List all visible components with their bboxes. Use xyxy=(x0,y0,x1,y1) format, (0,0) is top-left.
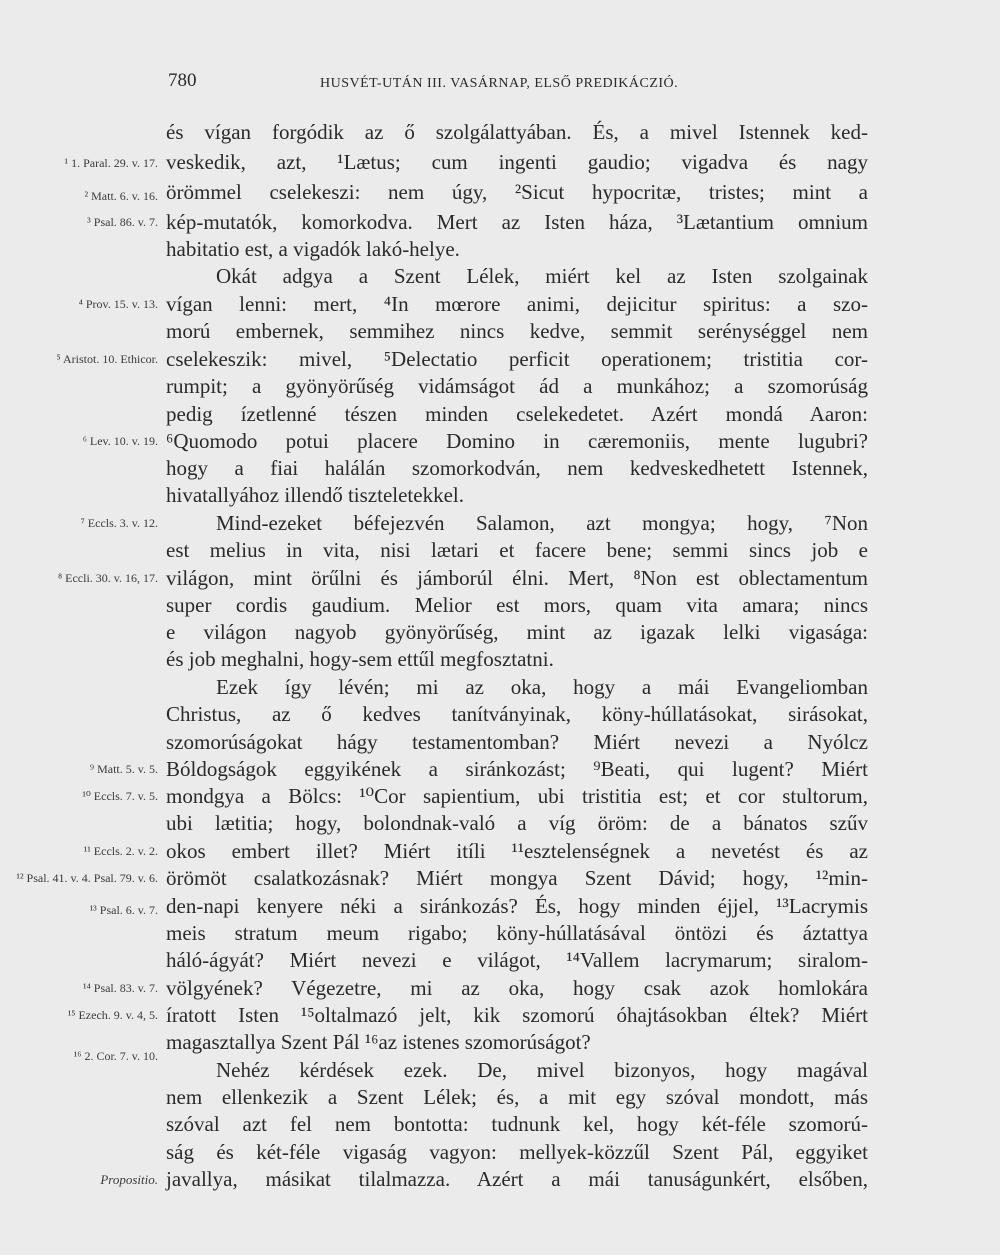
margin-notes xyxy=(0,0,166,1255)
text-line: e világon nagyob gyönyörűség, mint az igazak lelki vigasága: xyxy=(166,620,868,644)
text-line: szóval azt fel nem bontotta: tudnunk kel, hogy két-féle szomorú- xyxy=(166,1112,868,1136)
margin-note: ⁸ Eccli. 30. v. 16, 17. xyxy=(57,571,158,585)
margin-note: ¹² Psal. 41. v. 4. Psal. 79. v. 6. xyxy=(16,871,158,885)
text-line: íratott Isten ¹⁵oltalmazó jelt, kik szomorú óhajtásokban éltek? Miért xyxy=(166,1003,868,1027)
text-line: hogy a fiai halálán szomorkodván, nem kedveskedhetett Istennek, xyxy=(166,456,868,480)
margin-note: ¹⁴ Psal. 83. v. 7. xyxy=(82,981,158,995)
text-line: ság és két-féle vigaság vagyon: mellyek-közzűl Szent Pál, eggyiket xyxy=(166,1140,868,1164)
text-line: javallya, másikat tilalmazza. Azért a mái tanuságunkért, elsőben, xyxy=(166,1167,868,1191)
text-line: Ezek így lévén; mi az oka, hogy a mái Evangeliomban xyxy=(216,675,868,699)
margin-note-propositio: Propositio. xyxy=(100,1172,158,1187)
margin-note: ⁷ Eccls. 3. v. 12. xyxy=(80,516,158,530)
text-line: mondgya a Bölcs: ¹⁰Cor sapientium, ubi tristitia est; et cor stultorum, xyxy=(166,784,868,808)
text-line: háló-ágyát? Miért nevezi e világot, ¹⁴Vallem lacrymarum; siralom- xyxy=(166,948,868,972)
text-line: örömöt csalatkozásnak? Miért mongya Szent Dávid; hogy, ¹²min- xyxy=(166,866,868,890)
text-line: völgyének? Végezetre, mi az oka, hogy csak azok homlokára xyxy=(166,976,868,1000)
margin-note: ⁵ Aristot. 10. Ethicor. xyxy=(56,352,158,366)
text-line: veskedik, azt, ¹Lætus; cum ingenti gaudio; vigadva és nagy xyxy=(166,150,868,174)
margin-note: ⁴ Prov. 15. v. 13. xyxy=(78,297,158,311)
text-line: ⁶Quomodo potui placere Domino in cæremoniis, mente lugubri? xyxy=(166,429,868,453)
margin-note: ¹⁵ Ezech. 9. v. 4, 5. xyxy=(67,1008,158,1022)
page-number: 780 xyxy=(168,70,197,91)
text-line: rumpit; a gyönyörűség vidámságot ád a munkához; a szomorúság xyxy=(166,374,868,398)
text-line: ubi lætitia; hogy, bolondnak-való a víg öröm: de a bánatos szűv xyxy=(166,811,868,835)
text-line: vígan lenni: mert, ⁴In mœrore animi, dejicitur spiritus: a szo- xyxy=(166,292,868,316)
text-line: Bóldogságok eggyikének a siránkozást; ⁹Beati, qui lugent? Miért xyxy=(166,757,868,781)
margin-note: ¹¹ Eccls. 2. v. 2. xyxy=(83,844,158,858)
margin-note: ¹⁶ 2. Cor. 7. v. 10. xyxy=(73,1049,158,1063)
text-line: est melius in vita, nisi lætari et facere bene; semmi sincs job e xyxy=(166,538,868,562)
text-line: szomorúságokat hágy testamentomban? Miért nevezi a Nyólcz xyxy=(166,730,868,754)
text-line: örömmel cselekeszi: nem úgy, ²Sicut hypocritæ, tristes; mint a xyxy=(166,180,868,204)
margin-note: ¹³ Psal. 6. v. 7. xyxy=(89,903,158,917)
text-line: meis stratum meum rigabo; köny-húllatásával öntözi és áztattya xyxy=(166,921,868,945)
margin-note: ³ Psal. 86. v. 7. xyxy=(87,215,158,229)
text-line: den-napi kenyere néki a siránkozás? És, hogy minden éjjel, ¹³Lacrymis xyxy=(166,894,868,918)
text-line: Nehéz kérdések ezek. De, mivel bizonyos, hogy magával xyxy=(216,1058,868,1082)
text-line: okos embert illet? Miért itíli ¹¹esztelenségnek a nevetést és az xyxy=(166,839,868,863)
text-line: Mind-ezeket béfejezvén Salamon, azt mongya; hogy, ⁷Non xyxy=(216,511,868,535)
text-line: és vígan forgódik az ő szolgálattyában. És, a mivel Istennek ked- xyxy=(166,120,868,144)
text-line: kép-mutatók, komorkodva. Mert az Isten háza, ³Lætantium omnium xyxy=(166,210,868,234)
text-line: super cordis gaudium. Melior est mors, quam vita amara; nincs xyxy=(166,593,868,617)
margin-note: ² Matt. 6. v. 16. xyxy=(84,189,158,203)
margin-note: ⁹ Matt. 5. v. 5. xyxy=(89,762,158,776)
text-line: Okát adgya a Szent Lélek, miért kel az Isten szolgainak xyxy=(216,264,868,288)
text-line: világon, mint örűlni és jámborúl élni. Mert, ⁸Non est oblectamentum xyxy=(166,566,868,590)
text-line: magasztallya Szent Pál ¹⁶az istenes szomorúságot? xyxy=(166,1030,591,1054)
text-line: Christus, az ő kedves tanítványinak, köny-húllatásokat, sirásokat, xyxy=(166,702,868,726)
running-title: HUSVÉT-UTÁN III. VASÁRNAP, ELSŐ PREDIKÁCZIÓ. xyxy=(320,76,679,91)
margin-note: ¹⁰ Eccls. 7. v. 5. xyxy=(82,789,158,803)
text-line: hivatallyához illendő tiszteletekkel. xyxy=(166,483,464,507)
text-line: morú embernek, semmihez nincs kedve, semmit serénységgel nem xyxy=(166,319,868,343)
text-line: nem ellenkezik a Szent Lélek; és, a mit egy szóval mondott, más xyxy=(166,1085,868,1109)
margin-note: ¹ 1. Paral. 29. v. 17. xyxy=(64,156,158,170)
text-line: és job meghalni, hogy-sem ettűl megfosztatni. xyxy=(166,647,554,671)
margin-note: ⁶ Lev. 10. v. 19. xyxy=(82,434,158,448)
text-line: cselekeszik: mivel, ⁵Delectatio perficit operationem; tristitia cor- xyxy=(166,347,868,371)
text-line: habitatio est, a vigadók lakó-helye. xyxy=(166,237,460,261)
text-line: pedig ízetlenné tészen minden cselekedetet. Azért mondá Aaron: xyxy=(166,402,868,426)
